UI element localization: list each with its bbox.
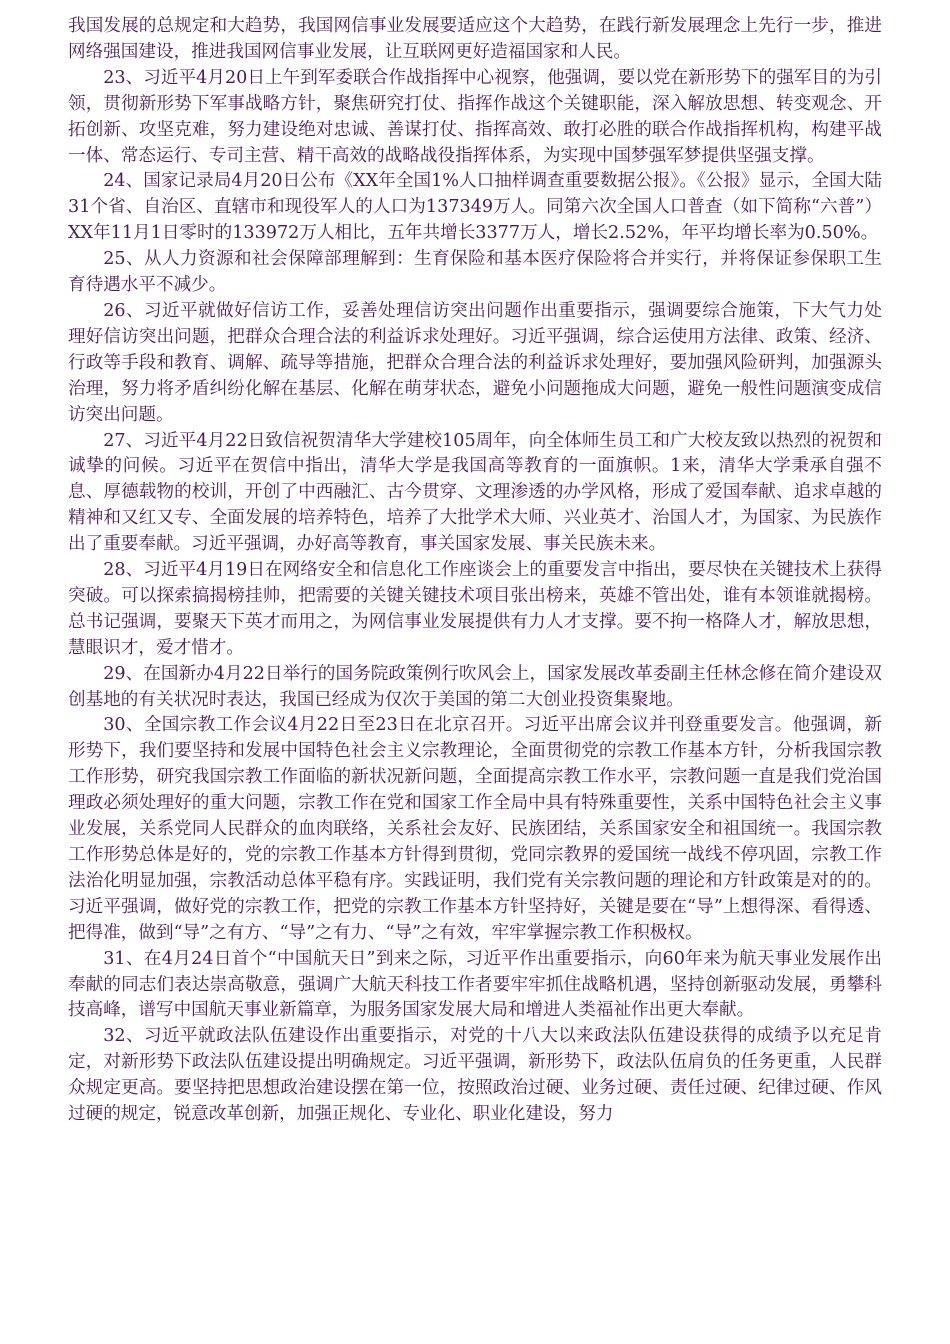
paragraph-item-27: 27、习近平4月22日致信祝贺清华大学建校105周年，向全体师生员工和广大校友致以热烈的祝贺和诚挚的问候。习近平在贺信中指出，清华大学是我国高等教育的一面旗帜。1来，清华大学秉承自强不息、厚德载物的校训，开创了中西融汇、古今贯穿、文理渗透的办学风格，形成了爱国奉献、追求卓越的精神和又红又专、全面发展的培养特色，培养了大批学术大师、兴业英才、治国人才，为国家、为民族作出了重要奉献。习近平强调，办好高等教育，事关国家发展、事关民族未来。 bbox=[68, 430, 882, 555]
paragraph-item-23: 23、习近平4月20日上午到军委联合作战指挥中心视察，他强调，要以党在新形势下的强军目的为引领，贯彻新形势下军事战略方针，聚焦研究打仗、指挥作战这个关键职能，深入解放思想、转变观念、开拓创新、攻坚克难，努力建设绝对忠诚、善谋打仗、指挥高效、敢打必胜的联合作战指挥机构，构建平战一体、常态运行、专司主营、精干高效的战略战役指挥体系，为实现中国梦强军梦提供坚强支撑。 bbox=[68, 67, 882, 166]
paragraph-item-25: 25、从人力资源和社会保障部理解到：生育保险和基本医疗保险将合并实行，并将保证参保职工生育待遇水平不减少。 bbox=[68, 249, 882, 296]
paragraph-item-28: 28、习近平4月19日在网络安全和信息化工作座谈会上的重要发言中指出，要尽快在关键技术上获得突破。可以探索搞揭榜挂帅，把需要的关键关键技术项目张出榜来，英雄不管出处，谁有本领谁就揭榜。总书记强调，要聚天下英才而用之，为网信事业发展提供有力人才支撑。要不拘一格降人才，解放思想，慧眼识才，爱才惜才。 bbox=[68, 560, 882, 658]
paragraph-item-26: 26、习近平就做好信访工作，妥善处理信访突出问题作出重要指示，强调要综合施策，下大气力处理好信访突出问题，把群众合理合法的利益诉求处理好。习近平强调，综合运使用方法律、政策、经济、行政等手段和教育、调解、疏导等措施，把群众合理合法的利益诉求处理好，要加强风险研判，加强源头治理，努力将矛盾纠纷化解在基层、化解在萌芽状态，避免小问题拖成大问题，避免一般性问题演变成信访突出问题。 bbox=[68, 300, 882, 425]
paragraph-item-29: 29、在国新办4月22日举行的国务院政策例行吹风会上，国家发展改革委副主任林念修在简介建设双创基地的有关状况时表达，我国已经成为仅次于美国的第二大创业投资集聚地。 bbox=[68, 663, 882, 710]
paragraph-item-31: 31、在4月24日首个“中国航天日”到来之际，习近平作出重要指示，向60年来为航天事业发展作出奉献的同志们表达崇高敬意，强调广大航天科技工作者要牢牢抓住战略机遇，坚持创新驱动发展，勇攀科技高峰，谱写中国航天事业新篇章，为服务国家发展大局和增进人类福祉作出更大奉献。 bbox=[68, 948, 882, 1021]
paragraph-item-24: 24、国家记录局4月20日公布《XX年全国1%人口抽样调查重要数据公报》。《公报》显示，全国大陆31个省、自治区、直辖市和现役军人的人口为137349万人。同第六次全国人口普查（如下简称“六普”）XX年11月1日零时的133972万人相比，五年共增长3377万人，增长2.52%，年平均增长率为0.50%。 bbox=[68, 171, 882, 244]
paragraph-item-30: 30、全国宗教工作会议4月22日至23日在北京召开。习近平出席会议并刊登重要发言。他强调，新形势下，我们要坚持和发展中国特色社会主义宗教理论，全面贯彻党的宗教工作基本方针，分析我国宗教工作形势，研究我国宗教工作面临的新状况新问题，全面提高宗教工作水平，宗教问题一直是我们党治国理政必须处理好的重大问题，宗教工作在党和国家工作全局中具有特殊重要性，关系中国特色社会主义事业发展，关系党同人民群众的血肉联络，关系社会友好、民族团结，关系国家安全和祖国统一。我国宗教工作形势总体是好的，党的宗教工作基本方针得到贯彻，党同宗教界的爱国统一战线不停巩固，宗教工作法治化明显加强，宗教活动总体平稳有序。实践证明，我们党有关宗教问题的理论和方针政策是对的的。习近平强调，做好党的宗教工作，把党的宗教工作基本方针坚持好，关键是要在“导”上想得深、看得透、把得准，做到“导”之有方、“导”之有力、“导”之有效，牢牢掌握宗教工作积极权。 bbox=[68, 715, 882, 943]
paragraph-continuation: 我国发展的总规定和大趋势，我国网信事业发展要适应这个大趋势，在践行新发展理念上先行一步，推进网络强国建设，推进我国网信事业发展，让互联网更好造福国家和人民。 bbox=[68, 16, 882, 62]
paragraph-item-32: 32、习近平就政法队伍建设作出重要指示，对党的十八大以来政法队伍建设获得的成绩予以充足肯定，对新形势下政法队伍建设提出明确规定。习近平强调，新形势下，政法队伍肩负的任务更重，人民群众规定更高。要坚持把思想政治建设摆在第一位，按照政治过硬、业务过硬、责任过硬、纪律过硬、作风过硬的规定，锐意改革创新，加强正规化、专业化、职业化建设，努力 bbox=[68, 1026, 882, 1125]
document-page bbox=[68, 14, 882, 1128]
